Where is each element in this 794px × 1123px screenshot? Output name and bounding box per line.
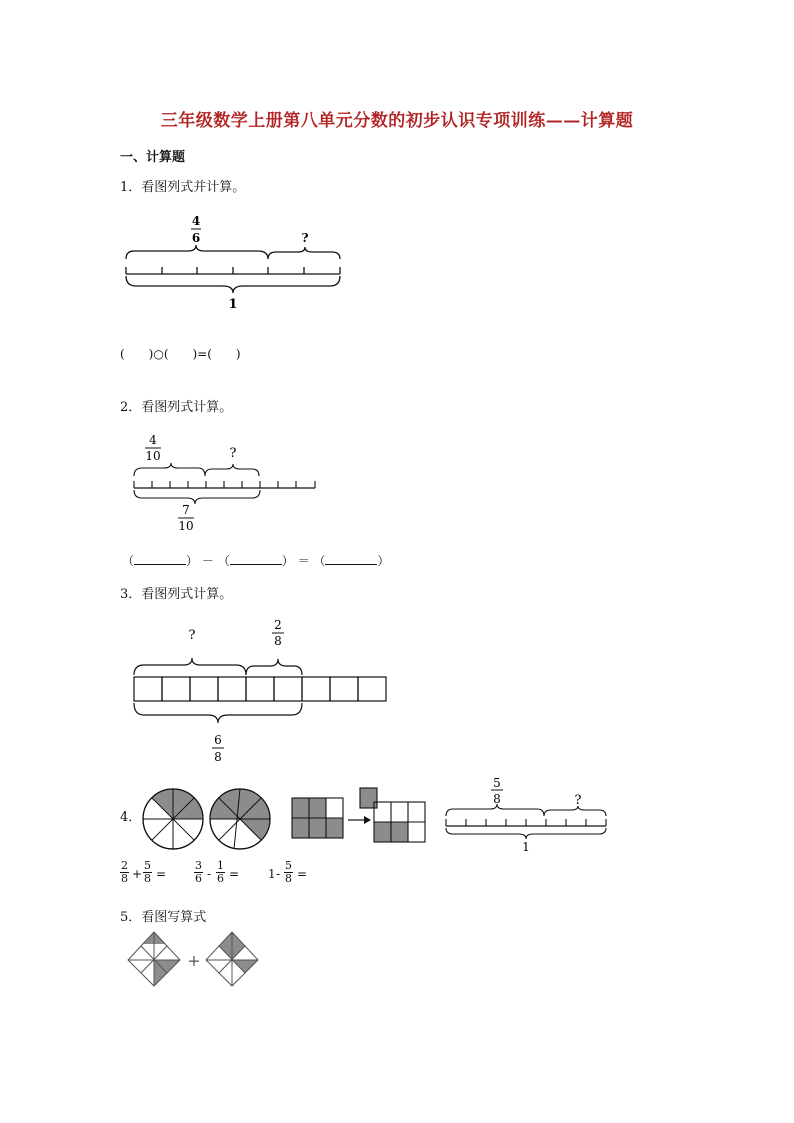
q2-blank-1[interactable] [134,564,186,565]
q5-diamond-left [128,932,180,986]
q1-question-mark: ? [301,231,309,245]
q5-diamond-right [206,932,258,986]
q4-grids [290,786,430,846]
q5-plus-sign: + [187,951,201,970]
q3-brace-unknown [134,658,246,675]
q2-brace-unknown [205,464,259,476]
q1-top-denominator: 6 [191,231,201,245]
q4-grid-left [292,798,343,838]
q4-nl-question: ? [574,793,582,808]
q1-top-numerator: 4 [191,214,201,228]
q3-brace-known [246,659,302,675]
q3-brace-total [134,703,302,723]
q2-answer-template: （ ） － （ ） ＝ （ ） [122,554,390,568]
q2-blank-2[interactable] [230,564,282,565]
q4-circle-left [143,789,203,849]
section-heading: 一、计算题 [120,150,186,165]
q2-brace-total [134,490,260,504]
q1-brace-unknown [268,247,340,259]
question-3-prompt: 3．看图列式计算。 [120,587,233,602]
q2-bottom-denominator: 10 [178,519,194,533]
question-4-label: 4． [120,810,142,825]
q2-bottom-numerator: 7 [182,503,190,517]
q3-top-numerator: 2 [274,618,282,632]
q3-bottom-numerator: 6 [214,733,222,747]
q3-question-mark: ? [188,628,196,643]
q4-nl-numerator: 5 [493,776,501,790]
q5-diamonds [126,930,262,990]
q3-bar-diagram [130,615,395,765]
q1-answer-template: ( )○( )=( ) [120,347,241,361]
q2-ticks [134,481,315,488]
q2-top-denominator: 10 [145,449,161,463]
q2-brace-known [134,463,205,476]
question-5-prompt: 5．看图写算式 [120,910,207,925]
q4-nl-total: 1 [522,840,530,854]
q2-top-numerator: 4 [149,433,157,447]
q1-total-label: 1 [228,297,238,312]
question-1-prompt: 1．看图列式并计算。 [120,180,246,195]
question-2-prompt: 2．看图列式计算。 [120,400,233,415]
q2-question-mark: ? [229,446,237,461]
q3-top-denominator: 8 [274,634,282,648]
q4-number-line [440,772,612,854]
q4-circles [142,788,272,852]
page-title: 三年级数学上册第八单元分数的初步认识专项训练——计算题 [160,111,634,131]
q1-line-diagram [118,210,348,315]
q1-brace-total [126,276,340,293]
q4-circle-right [210,789,270,849]
q3-bar-cells [134,677,386,701]
q4-arrow [348,816,371,824]
q1-brace-known [126,245,268,259]
q2-line-diagram [128,430,328,535]
q4-grid-right [360,788,425,842]
q1-ticks [126,267,340,274]
q2-blank-3[interactable] [325,564,377,565]
q4-nl-denominator: 8 [493,792,501,806]
q3-bottom-denominator: 8 [214,750,222,764]
